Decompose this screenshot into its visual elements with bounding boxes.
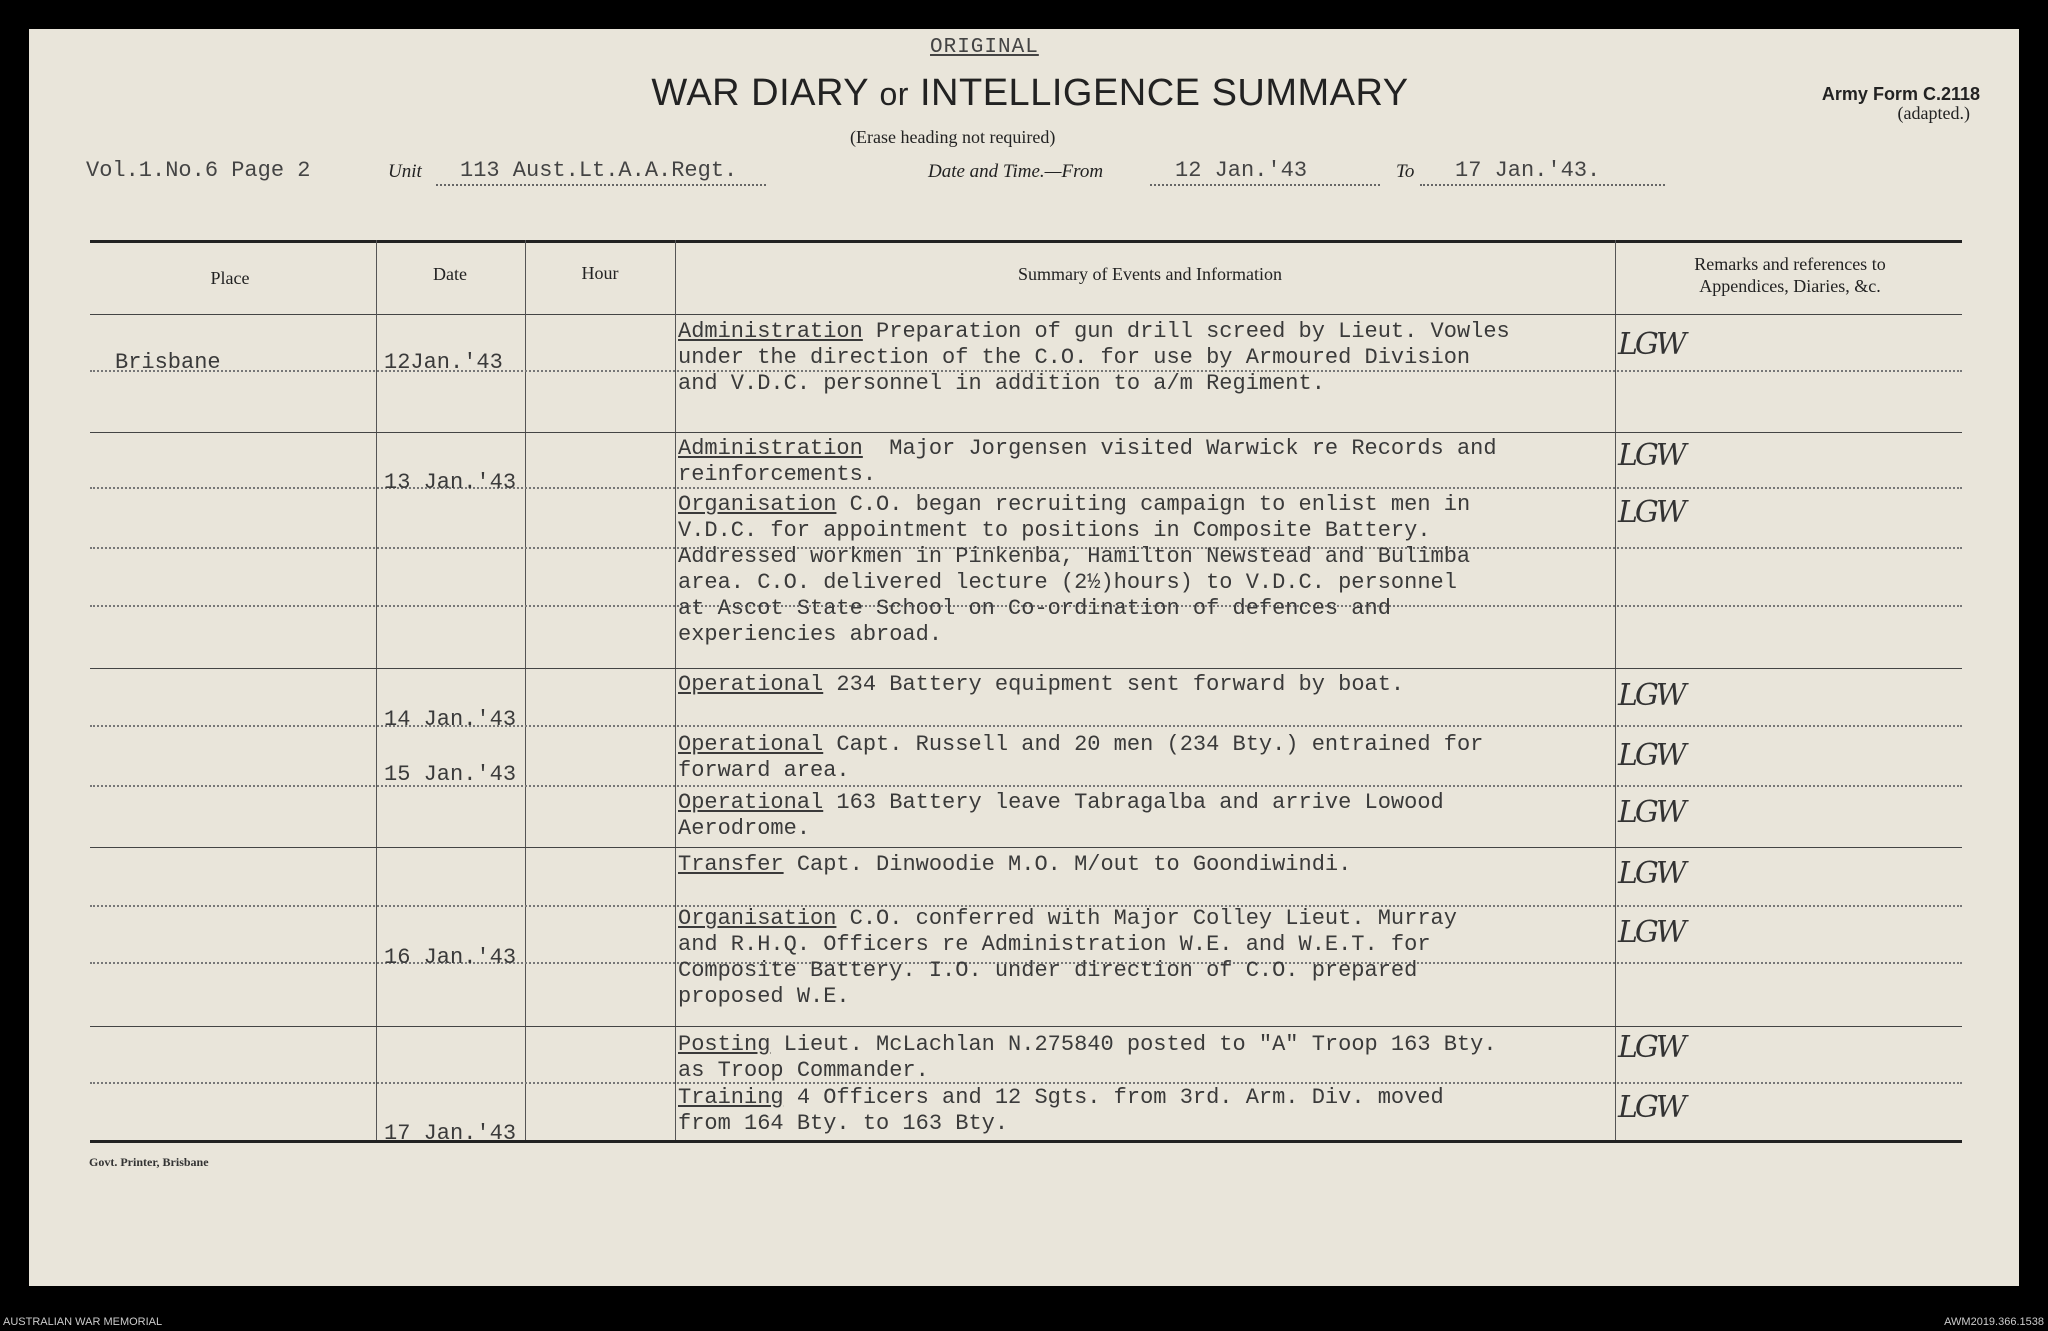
date-cell: 12Jan.'43 [384,350,503,375]
adapted-note: (adapted.) [1897,103,1970,123]
table-bottom-border [90,1140,1962,1143]
entry-heading: Operational [678,672,824,697]
writing-line [90,725,1962,727]
original-stamp: ORIGINAL [930,36,1039,59]
unit-dots [436,184,766,186]
col-divider-place [376,240,377,1140]
entry-heading: Administration [678,319,863,344]
form-title [590,72,1470,115]
printer-credit: Govt. Printer, Brisbane [89,1155,209,1169]
unit-label: Unit [388,161,422,182]
army-form-number: Army Form C.2118 [1821,84,1980,104]
entry-text: Preparation of gun drill screed by Lieut. Vowles [862,319,1510,344]
entry-text: Lieut. McLachlan N.275840 posted to "A" Troop 163 Bty. [770,1032,1497,1057]
entry-transfer [678,852,1351,878]
entry-text: 234 Battery equipment sent forward by boat. [823,672,1405,697]
initials-signature: LGW [1618,795,1684,830]
entry-administration-1 [678,319,1510,397]
col-header-date: Date [433,264,467,284]
entry-text: Major Jorgensen visited Warwick re Records and [862,436,1497,461]
date-to-label: To [1396,161,1415,182]
date-cell: 13 Jan.'43 [384,470,517,495]
row-sep [675,432,1962,433]
row-sep [1615,314,1962,315]
entry-text: under the direction of the C.O. for use by Armoured Division [678,345,1471,370]
entry-organisation-2 [678,906,1457,1010]
entry-text: forward area. [678,758,850,783]
date-cell: 15 Jan.'43 [384,762,517,787]
entry-text: area. C.O. delivered lecture (2½)hours) to V.D.C. personnel [678,570,1457,595]
initials-signature: LGW [1618,856,1684,891]
erase-note: (Erase heading not required) [850,127,1056,147]
entry-text: and R.H.Q. Officers re Administration W.E. and W.E.T. for [678,932,1431,957]
entry-heading: Posting [678,1032,771,1057]
entry-administration-2 [678,436,1497,488]
row-sep [90,668,675,669]
entry-operational-3 [678,790,1444,842]
initials-signature: LGW [1618,1090,1684,1125]
entry-text: 163 Battery leave Tabragalba and arrive Lowood [823,790,1444,815]
date-cell: 16 Jan.'43 [384,945,517,970]
entry-text: V.D.C. for appointment to positions in Composite Battery. [678,518,1431,543]
entry-heading: Operational [678,790,824,815]
title-or: or [879,76,909,112]
entry-training [678,1085,1444,1137]
date-cell: 17 Jan.'43 [384,1121,517,1146]
volume-number: Vol.1.No.6 Page 2 [86,158,311,183]
date-from-label: Date and Time.—From [928,161,1104,182]
to-dots [1420,184,1665,186]
initials-signature: LGW [1618,327,1684,362]
initials-signature: LGW [1618,1030,1684,1065]
entry-text: Capt. Dinwoodie M.O. M/out to Goondiwindi. [783,852,1352,877]
initials-signature: LGW [1618,438,1684,473]
entry-heading: Organisation [678,492,837,517]
entry-heading: Training [678,1085,784,1110]
entry-text: 4 Officers and 12 Sgts. from 3rd. Arm. Div. moved [783,1085,1444,1110]
entry-text: proposed W.E. [678,984,850,1009]
row-sep [90,847,675,848]
col-header-remarks: Remarks and references to Appendices, Diaries, &c. [1694,254,1886,296]
row-sep [90,432,675,433]
entry-text: and V.D.C. personnel in addition to a/m Regiment. [678,371,1325,396]
title-intelligence-summary: INTELLIGENCE SUMMARY [920,72,1409,114]
entry-text: reinforcements. [678,462,877,487]
row-sep [675,1026,1962,1027]
entry-text: Aerodrome. [678,816,811,841]
entry-operational-2 [678,732,1483,784]
entry-heading: Administration [678,436,863,461]
col-divider-hour [675,240,676,1140]
initials-signature: LGW [1618,738,1684,773]
col-header-hour: Hour [581,263,619,283]
col-header-summary: Summary of Events and Information [1018,264,1282,284]
row-sep [675,847,1962,848]
entry-text: Capt. Russell and 20 men (234 Bty.) entrained for [823,732,1484,757]
entry-heading: Operational [678,732,824,757]
entry-text: C.O. began recruiting campaign to enlist men in [836,492,1471,517]
entry-heading: Transfer [678,852,784,877]
initials-signature: LGW [1618,915,1684,950]
col-divider-date [525,240,526,1140]
row-sep [90,1026,675,1027]
table-top-border [90,240,1962,243]
entry-text: experiencies abroad. [678,622,943,647]
row-sep [675,668,1962,669]
writing-line [90,785,1962,787]
initials-signature: LGW [1618,678,1684,713]
from-dots [1150,184,1380,186]
entry-organisation-1 [678,492,1470,648]
unit-value: 113 Aust.Lt.A.A.Regt. [460,158,738,183]
footer-credit: AUSTRALIAN WAR MEMORIAL [3,1316,163,1328]
entry-text: at Ascot State School on Co-ordination of defences and [678,596,1391,621]
date-to-value: 17 Jan.'43. [1455,158,1601,183]
footer-catalogue-id: AWM2019.366.1538 [1944,1316,2044,1328]
entry-operational-1 [678,672,1404,698]
col-header-place: Place [210,268,250,288]
entry-posting [678,1032,1497,1084]
entry-text: as Troop Commander. [678,1058,929,1083]
entry-text: C.O. conferred with Major Colley Lieut. Murray [836,906,1457,931]
entry-heading: Organisation [678,906,837,931]
entry-text: from 164 Bty. to 163 Bty. [678,1111,1009,1136]
col-divider-summary [1615,240,1616,1140]
date-from-value: 12 Jan.'43 [1175,158,1308,183]
title-war-diary: WAR DIARY [651,72,869,114]
entry-text: Composite Battery. I.O. under direction of C.O. prepared [678,958,1418,983]
place-cell: Brisbane [115,350,221,375]
initials-signature: LGW [1618,495,1684,530]
date-cell: 14 Jan.'43 [384,707,517,732]
entry-text: Addressed workmen in Pinkenba, Hamilton Newstead and Bulimba [678,544,1471,569]
